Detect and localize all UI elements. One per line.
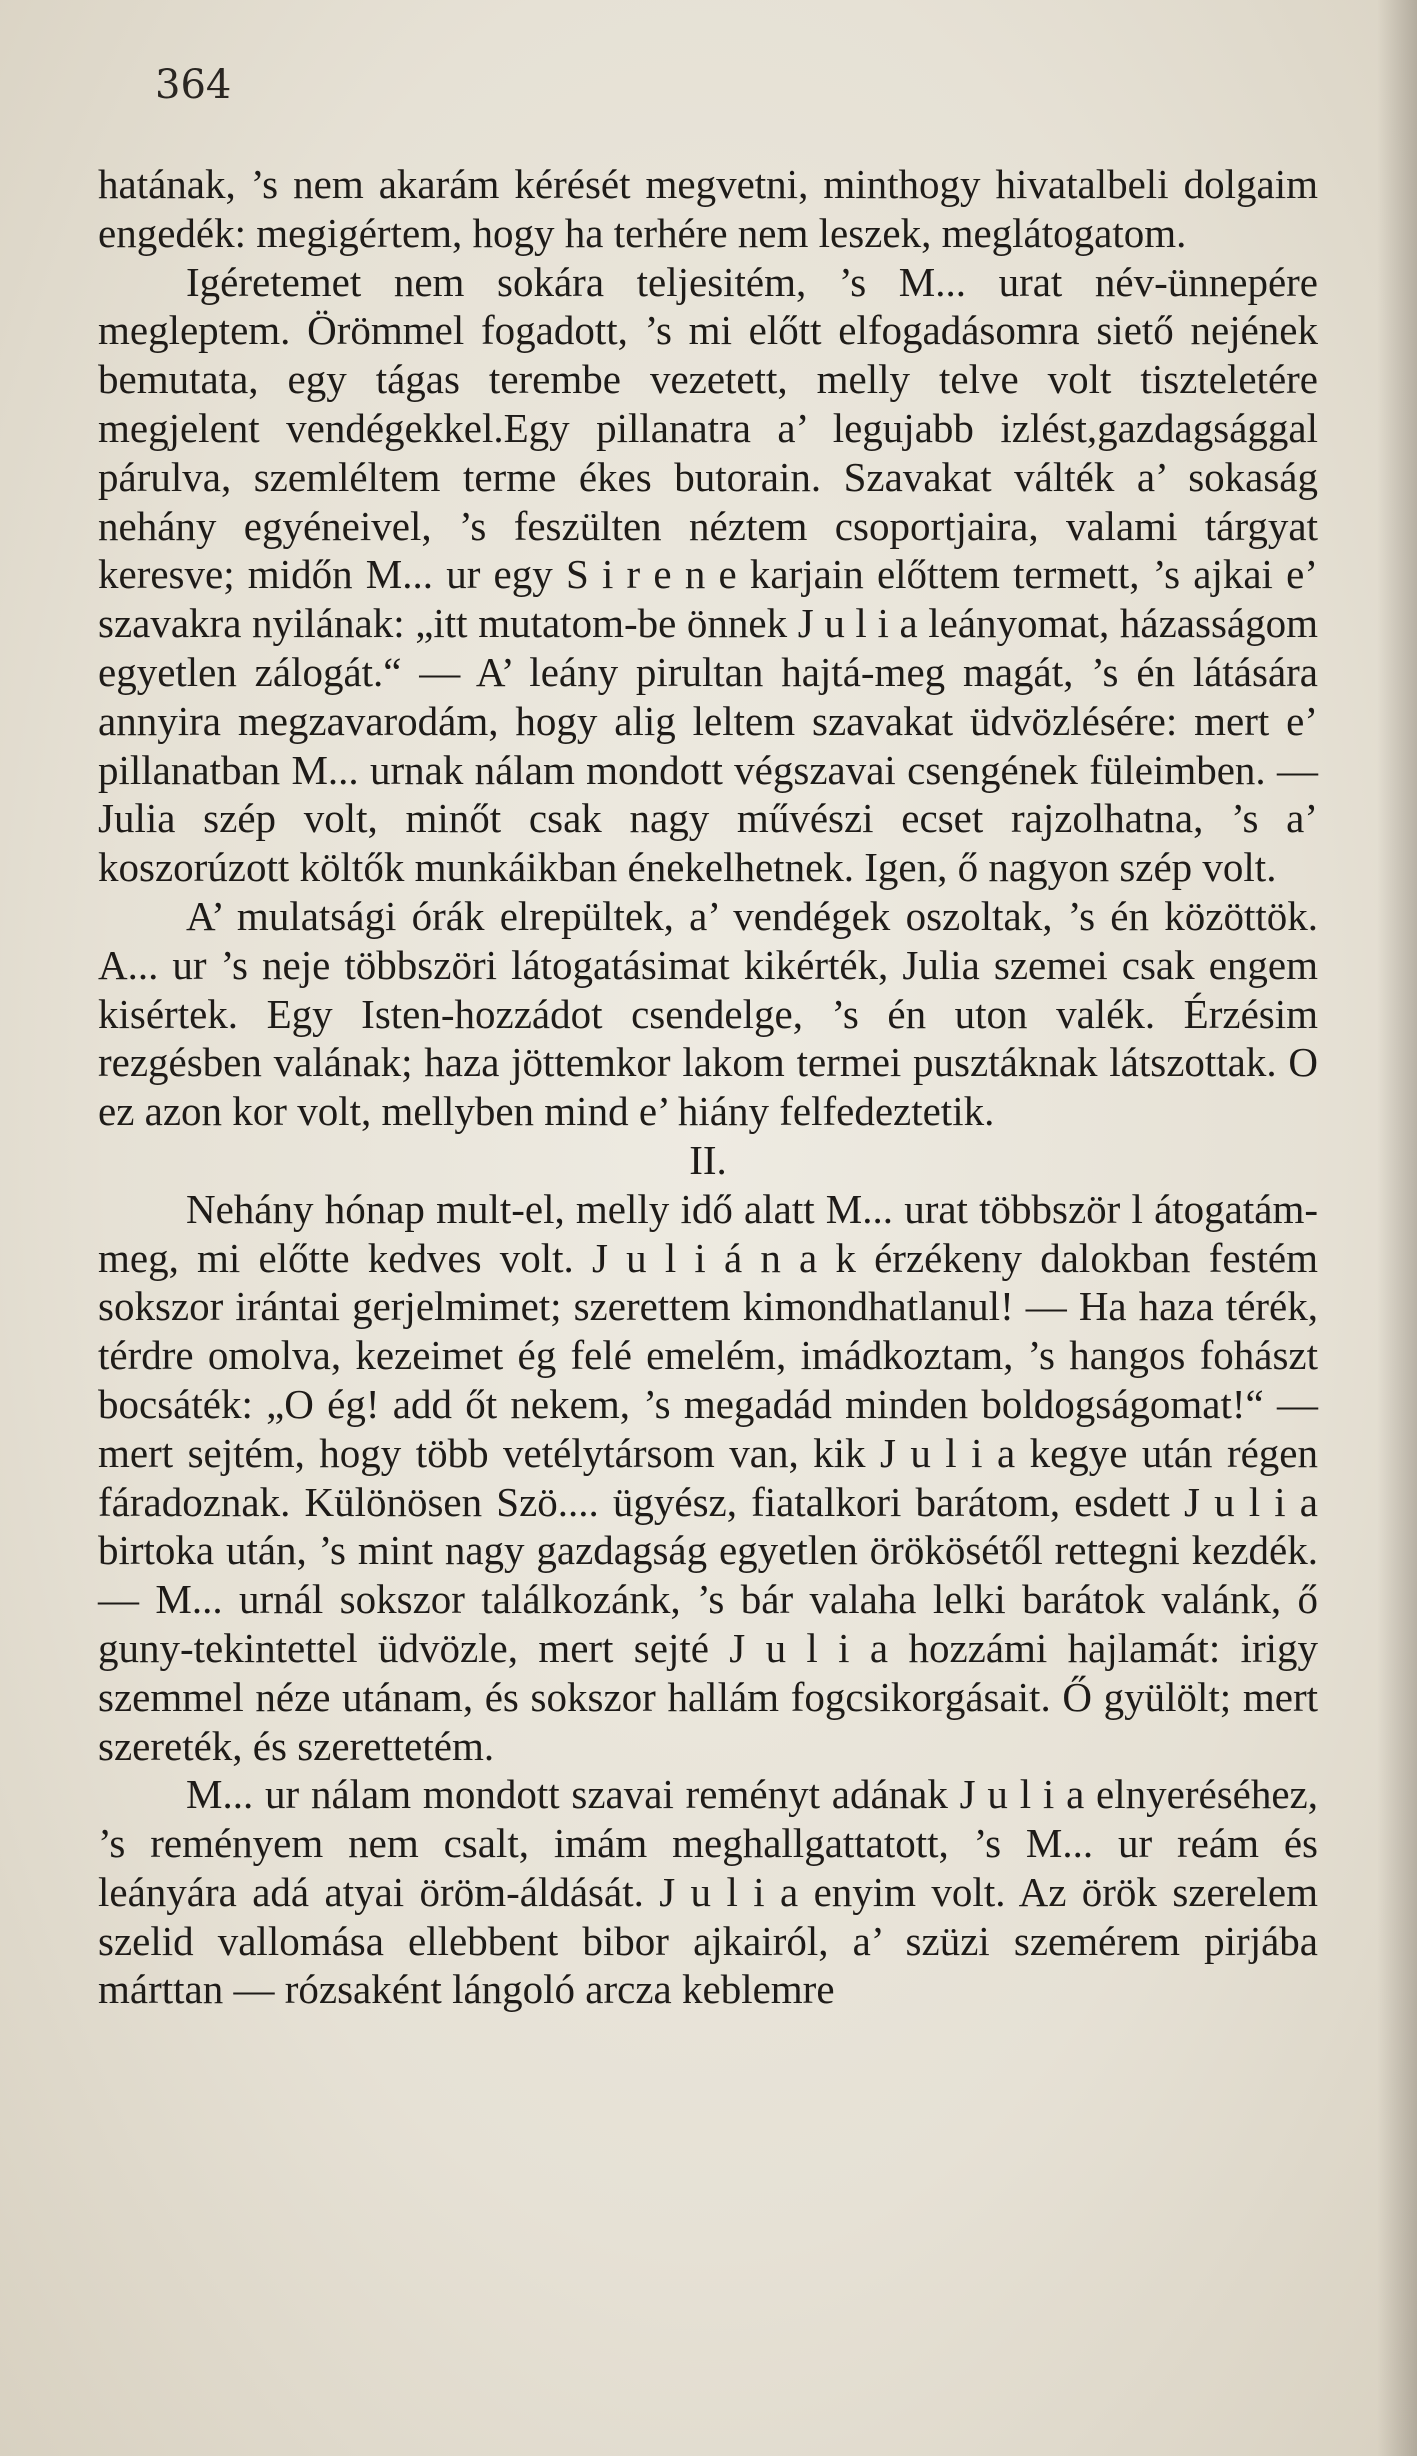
body-text: [98, 160, 1318, 2014]
paragraph: A’ mulatsági órák elrepültek, a’ vendégek oszoltak, ’s én közöttök. A... ur ’s neje többszöri látogatásimat kikérték, Julia szemei csak engem kisértek. Egy Isten-hozzádot csendelge, ’s én uton valék. Érzésim rezgésben valának; haza jöttemkor lakom termei pusztáknak látszottak. O ez azon kor volt, mellyben mind e’ hiány felfedeztetik.: [98, 892, 1318, 1135]
paragraph: hatának, ’s nem akarám kérését megvetni, minthogy hivatalbeli dolgaim engedék: megigértem, hogy ha terhére nem leszek, meglátogatom.: [98, 161, 1318, 256]
page-shadow: [1377, 0, 1417, 2456]
paragraph: Igéretemet nem sokára teljesitém, ’s M... urat név-ünnepére megleptem. Örömmel fogadott, ’s mi előtt elfogadásomra siető nejének bemutata, egy tágas terembe vezetett, melly telve volt tiszteletére megjelent vendégekkel.Egy pillanatra a’ legujabb izlést,gazdagsággal párulva, szemléltem terme ékes butorain. Szavakat válték a’ sokaság nehány egyéneivel, ’s feszülten néztem csoportjaira, valami tárgyat keresve; midőn M... ur egy S i r e n e karjain előttem termett, ’s ajkai e’ szavakra nyilának: „itt mutatom-be önnek J u l i a leányomat, házasságom egyetlen zálogát.“ — A’ leány pirultan hajtá-meg magát, ’s én látására annyira megzavarodám, hogy alig leltem szavakat üdvözlésére: mert e’ pillanatban M... urnak nálam mondott végszavai csengének füleimben. — Julia szép volt, minőt csak nagy művészi ecset rajzolhatna, ’s a’ koszorúzott költők munkáikban énekelhetnek. Igen, ő nagyon szép volt.: [98, 258, 1318, 891]
page-number: 364: [155, 62, 232, 108]
paragraph: M... ur nálam mondott szavai reményt adának J u l i a elnyeréséhez, ’s reményem nem csalt, imám meghallgattatott, ’s M... ur reám és leányára adá atyai öröm-áldását. J u l i a enyim volt. Az örök szerelem szelid vallomása ellebbent bibor ajkairól, a’ szüzi szemérem pirjába márttan — rózsaként lángoló arcza keblemre: [98, 1771, 1318, 2013]
paragraph: Nehány hónap mult-el, melly idő alatt M... urat többször l átogatám-meg, mi előtte kedves volt. J u l i á n a k érzékeny dalokban festém sokszor irántai gerjelmimet; szerettem kimondhatlanul! — Ha haza térék, térdre omolva, kezeimet ég felé emelém, imádkoztam, ’s hangos fohászt bocsáték: „O ég! add őt nekem, ’s megadád minden boldogságomat!“ — mert sejtém, hogy több vetélytársom van, kik J u l i a kegye után régen fáradoznak. Különösen Szö.... ügyész, fiatalkori barátom, esdett J u l i a birtoka után, ’s mint nagy gazdagság egyetlen örökösétől rettegni kezdék. — M... urnál sokszor találkozánk, ’s bár valaha lelki barátok valánk, ő guny-tekintettel üdvözle, mert sejté J u l i a hozzámi hajlamát: irigy szemmel néze utánam, és sokszor hallám fogcsikorgásait. Ő gyülölt; mert szereték, és szerettetém.: [98, 1185, 1318, 1769]
section-heading: II.: [689, 1136, 727, 1183]
